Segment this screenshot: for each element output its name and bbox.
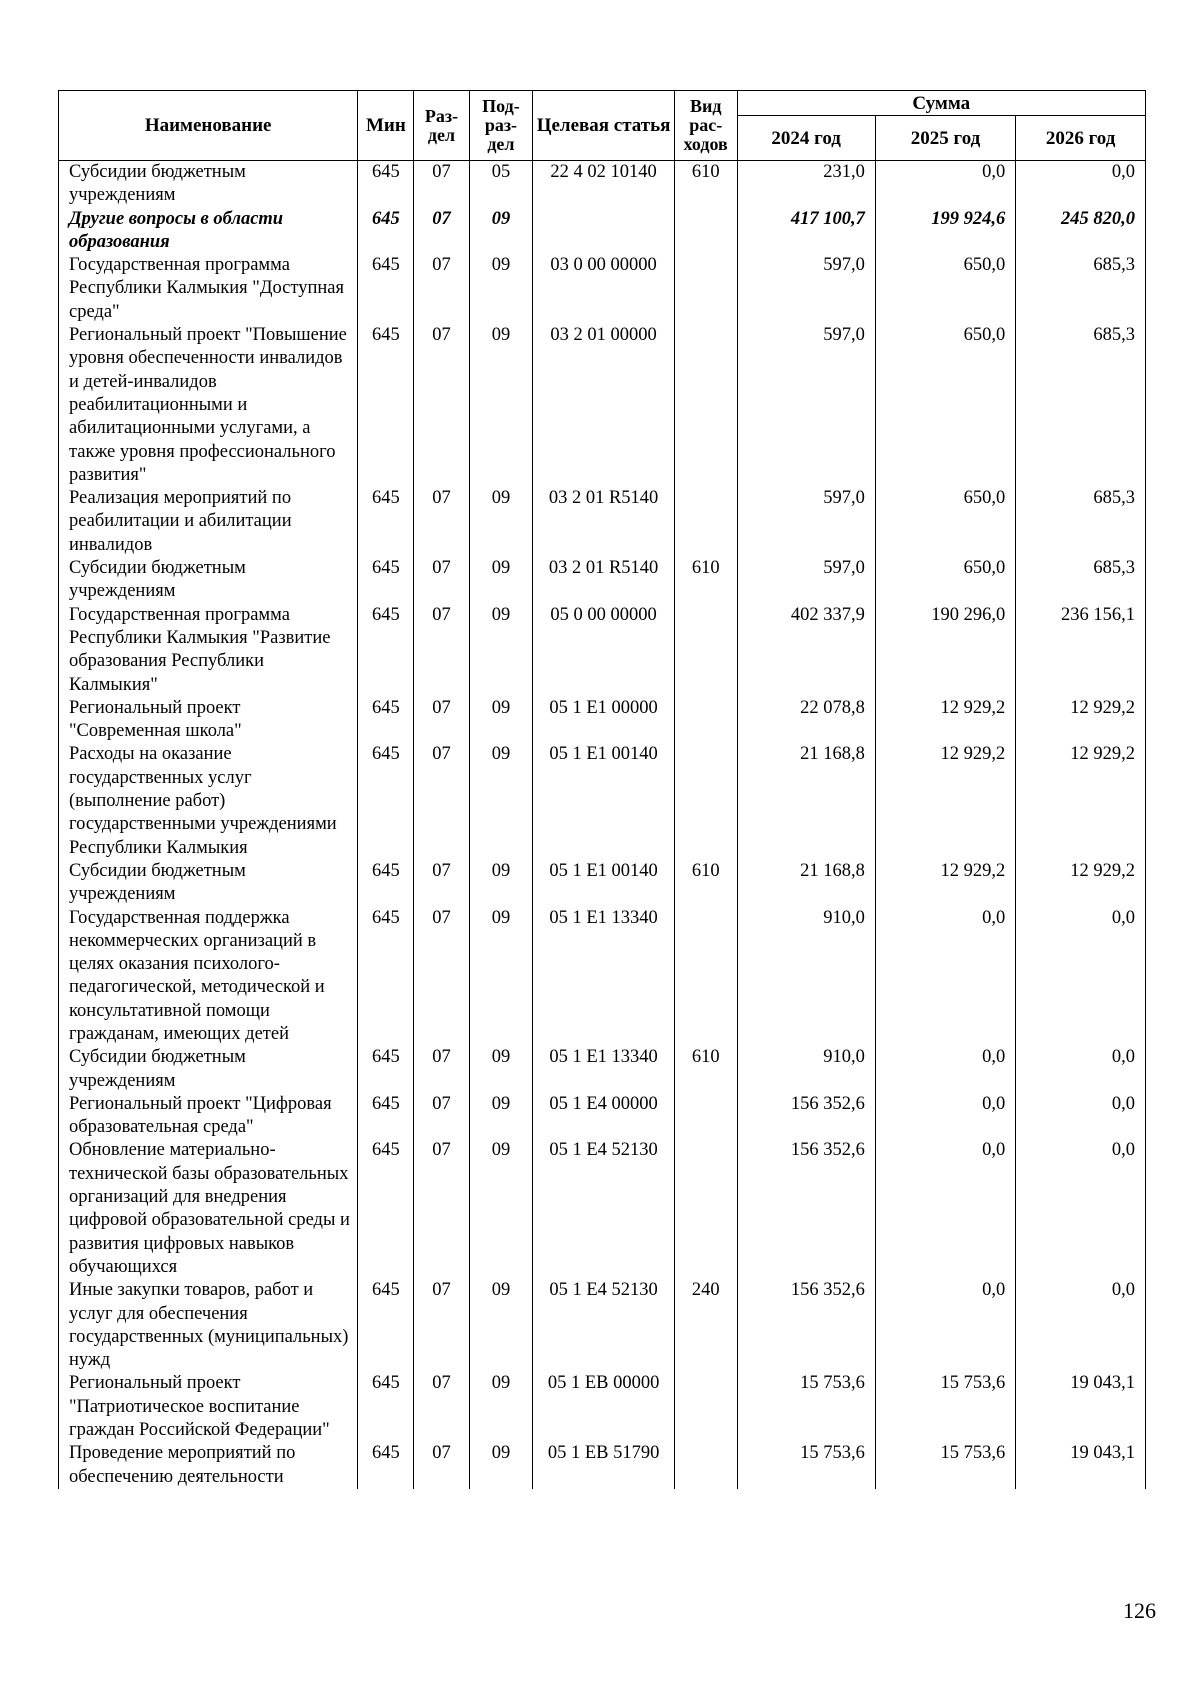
cell-podrazdel: 09 (469, 487, 533, 557)
cell-2026: 685,3 (1016, 254, 1146, 324)
table-row (59, 604, 1146, 697)
cell-podrazdel: 09 (469, 907, 533, 1047)
header-min: Мин (358, 91, 414, 161)
cell-2025: 650,0 (875, 254, 1015, 324)
cell-2026: 685,3 (1016, 324, 1146, 487)
cell-razdel: 07 (414, 743, 469, 859)
cell-2024: 597,0 (737, 254, 875, 324)
cell-podrazdel: 09 (469, 604, 533, 697)
cell-2025: 0,0 (875, 907, 1015, 1047)
cell-min: 645 (358, 254, 414, 324)
table-row (59, 1093, 1146, 1140)
cell-vid (674, 324, 737, 487)
cell-podrazdel: 09 (469, 1372, 533, 1442)
cell-razdel: 07 (414, 324, 469, 487)
cell-razdel: 07 (414, 1372, 469, 1442)
cell-min: 645 (358, 1046, 414, 1093)
cell-name: Субсидии бюджетным учреждениям (59, 557, 358, 604)
cell-2024: 156 352,6 (737, 1139, 875, 1279)
cell-min: 645 (358, 1372, 414, 1442)
cell-podrazdel: 09 (469, 860, 533, 907)
header-year-2024: 2024 год (737, 116, 875, 161)
cell-vid (674, 1372, 737, 1442)
cell-2024: 15 753,6 (737, 1442, 875, 1489)
cell-razdel: 07 (414, 208, 469, 255)
cell-2026: 236 156,1 (1016, 604, 1146, 697)
cell-target: 05 1 E4 52130 (533, 1279, 675, 1372)
cell-2024: 597,0 (737, 557, 875, 604)
cell-podrazdel: 05 (469, 161, 533, 208)
cell-razdel: 07 (414, 1442, 469, 1489)
cell-target: 05 1 EB 51790 (533, 1442, 675, 1489)
cell-razdel: 07 (414, 860, 469, 907)
cell-min: 645 (358, 208, 414, 255)
cell-name: Государственная программа Республики Калмыкия "Доступная среда" (59, 254, 358, 324)
cell-target: 05 1 E1 00140 (533, 860, 675, 907)
cell-2026: 12 929,2 (1016, 860, 1146, 907)
cell-2024: 910,0 (737, 907, 875, 1047)
table-row (59, 557, 1146, 604)
cell-razdel: 07 (414, 697, 469, 744)
cell-razdel: 07 (414, 557, 469, 604)
table-row (59, 697, 1146, 744)
cell-min: 645 (358, 161, 414, 208)
cell-vid (674, 697, 737, 744)
table-row (59, 743, 1146, 859)
cell-name: Региональный проект "Цифровая образовательная среда" (59, 1093, 358, 1140)
cell-2025: 0,0 (875, 1093, 1015, 1140)
cell-podrazdel: 09 (469, 697, 533, 744)
table-row (59, 324, 1146, 487)
cell-vid: 610 (674, 860, 737, 907)
cell-2025: 12 929,2 (875, 697, 1015, 744)
table-row (59, 1442, 1146, 1489)
header-razdel: Раз-дел (414, 91, 469, 161)
cell-target: 05 0 00 00000 (533, 604, 675, 697)
cell-2024: 15 753,6 (737, 1372, 875, 1442)
cell-target (533, 208, 675, 255)
cell-2025: 0,0 (875, 161, 1015, 208)
table-row (59, 907, 1146, 1047)
cell-name: Региональный проект "Современная школа" (59, 697, 358, 744)
cell-podrazdel: 09 (469, 1279, 533, 1372)
cell-min: 645 (358, 487, 414, 557)
cell-min: 645 (358, 743, 414, 859)
header-year-2026: 2026 год (1016, 116, 1146, 161)
cell-target: 05 1 E1 00140 (533, 743, 675, 859)
budget-table (58, 90, 1146, 1489)
cell-2025: 15 753,6 (875, 1372, 1015, 1442)
page-number: 126 (1123, 1598, 1156, 1623)
cell-vid (674, 907, 737, 1047)
cell-min: 645 (358, 907, 414, 1047)
cell-target: 05 1 E4 00000 (533, 1093, 675, 1140)
cell-min: 645 (358, 860, 414, 907)
cell-2024: 231,0 (737, 161, 875, 208)
cell-2026: 685,3 (1016, 557, 1146, 604)
table-row (59, 860, 1146, 907)
cell-name: Субсидии бюджетным учреждениям (59, 1046, 358, 1093)
cell-name: Государственная программа Республики Калмыкия "Развитие образования Республики Калмыкия" (59, 604, 358, 697)
cell-podrazdel: 09 (469, 1442, 533, 1489)
cell-target: 05 1 E1 13340 (533, 1046, 675, 1093)
table-row (59, 254, 1146, 324)
cell-name: Государственная поддержка некоммерческих организаций в целях оказания психолого-педагогической, методической и консультативной помощи гражданам, имеющих детей (59, 907, 358, 1047)
cell-target: 03 2 01 00000 (533, 324, 675, 487)
cell-2025: 12 929,2 (875, 860, 1015, 907)
table-row (59, 208, 1146, 255)
cell-2026: 0,0 (1016, 1279, 1146, 1372)
cell-2026: 685,3 (1016, 487, 1146, 557)
cell-2026: 0,0 (1016, 1093, 1146, 1140)
cell-2024: 417 100,7 (737, 208, 875, 255)
cell-vid (674, 743, 737, 859)
cell-2025: 650,0 (875, 487, 1015, 557)
cell-vid (674, 254, 737, 324)
cell-2024: 22 078,8 (737, 697, 875, 744)
cell-razdel: 07 (414, 487, 469, 557)
cell-2025: 15 753,6 (875, 1442, 1015, 1489)
cell-target: 05 1 E1 13340 (533, 907, 675, 1047)
cell-target: 05 1 EB 00000 (533, 1372, 675, 1442)
cell-vid (674, 208, 737, 255)
cell-razdel: 07 (414, 604, 469, 697)
cell-2025: 12 929,2 (875, 743, 1015, 859)
cell-2025: 0,0 (875, 1139, 1015, 1279)
cell-2025: 650,0 (875, 557, 1015, 604)
table-body (59, 161, 1146, 1489)
cell-podrazdel: 09 (469, 208, 533, 255)
cell-2024: 21 168,8 (737, 743, 875, 859)
cell-vid: 240 (674, 1279, 737, 1372)
cell-2024: 21 168,8 (737, 860, 875, 907)
cell-vid (674, 1139, 737, 1279)
header-sum: Сумма (737, 91, 1145, 116)
cell-min: 645 (358, 1442, 414, 1489)
cell-2025: 190 296,0 (875, 604, 1015, 697)
cell-razdel: 07 (414, 1093, 469, 1140)
cell-vid (674, 1442, 737, 1489)
cell-min: 645 (358, 324, 414, 487)
table-row (59, 1279, 1146, 1372)
table-row (59, 1372, 1146, 1442)
cell-2026: 0,0 (1016, 1046, 1146, 1093)
cell-2025: 650,0 (875, 324, 1015, 487)
cell-min: 645 (358, 1279, 414, 1372)
cell-2025: 0,0 (875, 1046, 1015, 1093)
cell-razdel: 07 (414, 1279, 469, 1372)
header-vid: Вид рас-ходов (674, 91, 737, 161)
cell-vid: 610 (674, 557, 737, 604)
cell-min: 645 (358, 1139, 414, 1279)
cell-razdel: 07 (414, 907, 469, 1047)
table-row (59, 1046, 1146, 1093)
cell-vid: 610 (674, 1046, 737, 1093)
cell-podrazdel: 09 (469, 557, 533, 604)
cell-name: Региональный проект "Патриотическое воспитание граждан Российской Федерации" (59, 1372, 358, 1442)
cell-2026: 12 929,2 (1016, 743, 1146, 859)
cell-2026: 0,0 (1016, 1139, 1146, 1279)
cell-podrazdel: 09 (469, 1139, 533, 1279)
cell-razdel: 07 (414, 161, 469, 208)
header-podrazdel: Под-раз-дел (469, 91, 533, 161)
cell-2026: 245 820,0 (1016, 208, 1146, 255)
cell-2026: 19 043,1 (1016, 1372, 1146, 1442)
cell-name: Субсидии бюджетным учреждениям (59, 860, 358, 907)
cell-2024: 402 337,9 (737, 604, 875, 697)
cell-podrazdel: 09 (469, 743, 533, 859)
cell-2026: 12 929,2 (1016, 697, 1146, 744)
cell-name: Проведение мероприятий по обеспечению деятельности (59, 1442, 358, 1489)
cell-2026: 19 043,1 (1016, 1442, 1146, 1489)
cell-razdel: 07 (414, 1046, 469, 1093)
table-row (59, 487, 1146, 557)
cell-podrazdel: 09 (469, 1093, 533, 1140)
cell-razdel: 07 (414, 1139, 469, 1279)
header-name: Наименование (59, 91, 358, 161)
cell-2024: 910,0 (737, 1046, 875, 1093)
cell-target: 05 1 E1 00000 (533, 697, 675, 744)
header-year-2025: 2025 год (875, 116, 1015, 161)
cell-name: Субсидии бюджетным учреждениям (59, 161, 358, 208)
cell-2025: 199 924,6 (875, 208, 1015, 255)
cell-2026: 0,0 (1016, 161, 1146, 208)
cell-vid: 610 (674, 161, 737, 208)
cell-target: 03 2 01 R5140 (533, 557, 675, 604)
cell-name: Региональный проект "Повышение уровня обеспеченности инвалидов и детей-инвалидов реабилитационными и абилитационными услугами, а также уровня профессионального развития" (59, 324, 358, 487)
cell-podrazdel: 09 (469, 1046, 533, 1093)
cell-name: Расходы на оказание государственных услуг (выполнение работ) государственными учреждениями Республики Калмыкия (59, 743, 358, 859)
cell-2024: 156 352,6 (737, 1093, 875, 1140)
cell-2024: 597,0 (737, 487, 875, 557)
cell-2026: 0,0 (1016, 907, 1146, 1047)
cell-podrazdel: 09 (469, 254, 533, 324)
cell-target: 03 2 01 R5140 (533, 487, 675, 557)
cell-target: 22 4 02 10140 (533, 161, 675, 208)
cell-name: Обновление материально-технической базы образовательных организаций для внедрения цифровой образовательной среды и развития цифровых навыков обучающихся (59, 1139, 358, 1279)
cell-min: 645 (358, 697, 414, 744)
cell-min: 645 (358, 604, 414, 697)
header-target: Целевая статья (533, 91, 675, 161)
cell-target: 05 1 E4 52130 (533, 1139, 675, 1279)
cell-target: 03 0 00 00000 (533, 254, 675, 324)
table-row (59, 1139, 1146, 1279)
cell-name: Другие вопросы в области образования (59, 208, 358, 255)
cell-min: 645 (358, 557, 414, 604)
cell-min: 645 (358, 1093, 414, 1140)
cell-name: Реализация мероприятий по реабилитации и абилитации инвалидов (59, 487, 358, 557)
cell-2024: 156 352,6 (737, 1279, 875, 1372)
cell-vid (674, 604, 737, 697)
cell-podrazdel: 09 (469, 324, 533, 487)
cell-2024: 597,0 (737, 324, 875, 487)
cell-vid (674, 1093, 737, 1140)
cell-2025: 0,0 (875, 1279, 1015, 1372)
table-header (59, 91, 1146, 161)
cell-name: Иные закупки товаров, работ и услуг для обеспечения государственных (муниципальных) нужд (59, 1279, 358, 1372)
table-row (59, 161, 1146, 208)
cell-vid (674, 487, 737, 557)
cell-razdel: 07 (414, 254, 469, 324)
budget-table-container (58, 90, 1146, 1489)
